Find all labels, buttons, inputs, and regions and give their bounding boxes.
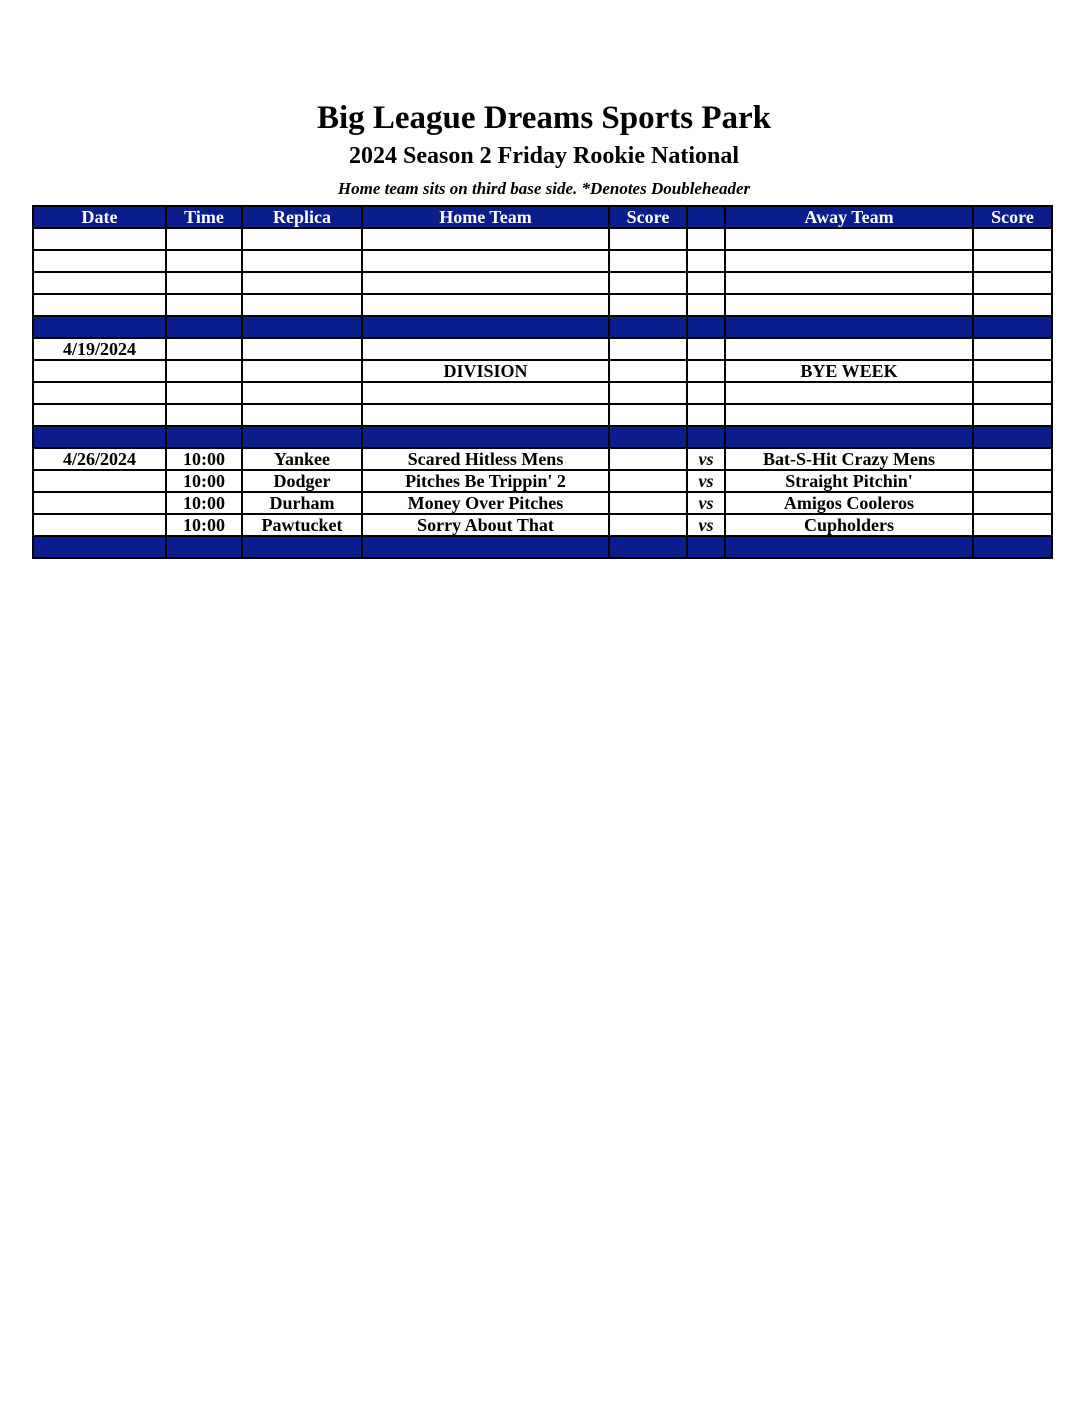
cell-replica [242, 360, 362, 382]
cell-home-score [609, 470, 687, 492]
col-header-away-score: Score [973, 206, 1052, 228]
cell-vs [687, 404, 725, 426]
cell-replica: Durham [242, 492, 362, 514]
cell-time [166, 404, 242, 426]
schedule-note: Home team sits on third base side. *Denotes Doubleheader [337, 179, 751, 198]
cell-date [33, 382, 166, 404]
cell-home-score [609, 294, 687, 316]
cell-date [33, 272, 166, 294]
separator-cell [362, 536, 609, 558]
cell-home-team [362, 272, 609, 294]
separator-cell [687, 426, 725, 448]
cell-time: 10:00 [166, 514, 242, 536]
separator-cell [242, 426, 362, 448]
cell-time [166, 228, 242, 250]
cell-away-score [973, 338, 1052, 360]
col-header-vs [687, 206, 725, 228]
cell-replica [242, 294, 362, 316]
separator-cell [609, 316, 687, 338]
separator-cell [687, 536, 725, 558]
cell-time: 10:00 [166, 492, 242, 514]
cell-date [33, 514, 166, 536]
separator-cell [725, 316, 973, 338]
cell-vs [687, 360, 725, 382]
cell-vs: vs [687, 470, 725, 492]
cell-time [166, 360, 242, 382]
separator-cell [362, 316, 609, 338]
cell-home-team [362, 338, 609, 360]
cell-time: 10:00 [166, 470, 242, 492]
table-row [33, 228, 1052, 250]
cell-date [33, 250, 166, 272]
cell-away-score [973, 228, 1052, 250]
separator-cell [609, 536, 687, 558]
cell-replica [242, 382, 362, 404]
cell-away-team: Cupholders [725, 514, 973, 536]
cell-replica [242, 338, 362, 360]
cell-away-team: BYE WEEK [725, 360, 973, 382]
cell-date [33, 294, 166, 316]
cell-vs: vs [687, 514, 725, 536]
separator-cell [725, 426, 973, 448]
cell-time [166, 250, 242, 272]
cell-time [166, 382, 242, 404]
cell-away-team: Straight Pitchin' [725, 470, 973, 492]
col-header-away-team: Away Team [725, 206, 973, 228]
table-row [33, 514, 1052, 536]
separator-cell [33, 316, 166, 338]
cell-away-team [725, 228, 973, 250]
col-header-home-score: Score [609, 206, 687, 228]
col-header-home-team: Home Team [362, 206, 609, 228]
cell-away-team [725, 294, 973, 316]
cell-replica [242, 228, 362, 250]
cell-replica [242, 272, 362, 294]
separator-cell [242, 536, 362, 558]
cell-home-score [609, 492, 687, 514]
cell-home-team: Money Over Pitches [362, 492, 609, 514]
table-row [33, 338, 1052, 360]
cell-time [166, 272, 242, 294]
cell-home-team [362, 404, 609, 426]
separator-cell [166, 536, 242, 558]
cell-vs [687, 294, 725, 316]
separator-cell [166, 316, 242, 338]
cell-date [33, 470, 166, 492]
cell-away-score [973, 250, 1052, 272]
table-row [33, 294, 1052, 316]
table-row [33, 448, 1052, 470]
schedule-table [32, 205, 1053, 559]
separator-cell [973, 316, 1052, 338]
cell-home-score [609, 250, 687, 272]
cell-home-team: Pitches Be Trippin' 2 [362, 470, 609, 492]
col-header-replica: Replica [242, 206, 362, 228]
separator-cell [973, 426, 1052, 448]
table-row [33, 492, 1052, 514]
cell-vs: vs [687, 448, 725, 470]
cell-date: 4/26/2024 [33, 448, 166, 470]
cell-home-team [362, 228, 609, 250]
cell-time [166, 294, 242, 316]
cell-time [166, 338, 242, 360]
cell-date [33, 228, 166, 250]
cell-away-team: Amigos Cooleros [725, 492, 973, 514]
cell-home-score [609, 448, 687, 470]
cell-away-score [973, 382, 1052, 404]
cell-date [33, 360, 166, 382]
table-row [33, 404, 1052, 426]
table-row [33, 382, 1052, 404]
cell-away-score [973, 360, 1052, 382]
cell-home-team: Sorry About That [362, 514, 609, 536]
separator-cell [33, 536, 166, 558]
separator-cell [609, 426, 687, 448]
col-header-date: Date [33, 206, 166, 228]
cell-vs [687, 338, 725, 360]
cell-home-team: Scared Hitless Mens [362, 448, 609, 470]
cell-home-score [609, 272, 687, 294]
cell-replica: Yankee [242, 448, 362, 470]
cell-home-score [609, 360, 687, 382]
cell-date [33, 492, 166, 514]
cell-home-score [609, 514, 687, 536]
separator-cell [33, 426, 166, 448]
separator-cell [242, 316, 362, 338]
cell-home-score [609, 228, 687, 250]
page-title: Big League Dreams Sports Park [316, 100, 772, 136]
cell-vs [687, 272, 725, 294]
cell-home-team [362, 250, 609, 272]
header-row [33, 206, 1052, 228]
cell-away-team [725, 250, 973, 272]
cell-replica [242, 250, 362, 272]
separator-row [33, 316, 1052, 338]
cell-away-team [725, 382, 973, 404]
cell-away-team: Bat-S-Hit Crazy Mens [725, 448, 973, 470]
cell-away-score [973, 470, 1052, 492]
cell-date [33, 404, 166, 426]
table-row [33, 360, 1052, 382]
cell-home-score [609, 338, 687, 360]
cell-away-score [973, 448, 1052, 470]
cell-vs [687, 250, 725, 272]
cell-home-team [362, 294, 609, 316]
cell-away-team [725, 272, 973, 294]
cell-away-team [725, 338, 973, 360]
table-row [33, 250, 1052, 272]
cell-time: 10:00 [166, 448, 242, 470]
separator-cell [687, 316, 725, 338]
separator-cell [973, 536, 1052, 558]
cell-replica [242, 404, 362, 426]
schedule-subtitle: 2024 Season 2 Friday Rookie National [348, 143, 740, 169]
cell-away-team [725, 404, 973, 426]
cell-home-team: DIVISION [362, 360, 609, 382]
separator-row [33, 426, 1052, 448]
cell-replica: Pawtucket [242, 514, 362, 536]
separator-cell [166, 426, 242, 448]
table-row [33, 272, 1052, 294]
cell-home-team [362, 382, 609, 404]
col-header-time: Time [166, 206, 242, 228]
cell-home-score [609, 404, 687, 426]
cell-away-score [973, 514, 1052, 536]
separator-row [33, 536, 1052, 558]
cell-replica: Dodger [242, 470, 362, 492]
cell-home-score [609, 382, 687, 404]
cell-date: 4/19/2024 [33, 338, 166, 360]
cell-vs [687, 228, 725, 250]
table-row [33, 470, 1052, 492]
separator-cell [362, 426, 609, 448]
cell-away-score [973, 404, 1052, 426]
cell-vs [687, 382, 725, 404]
separator-cell [725, 536, 973, 558]
cell-vs: vs [687, 492, 725, 514]
cell-away-score [973, 492, 1052, 514]
cell-away-score [973, 272, 1052, 294]
cell-away-score [973, 294, 1052, 316]
